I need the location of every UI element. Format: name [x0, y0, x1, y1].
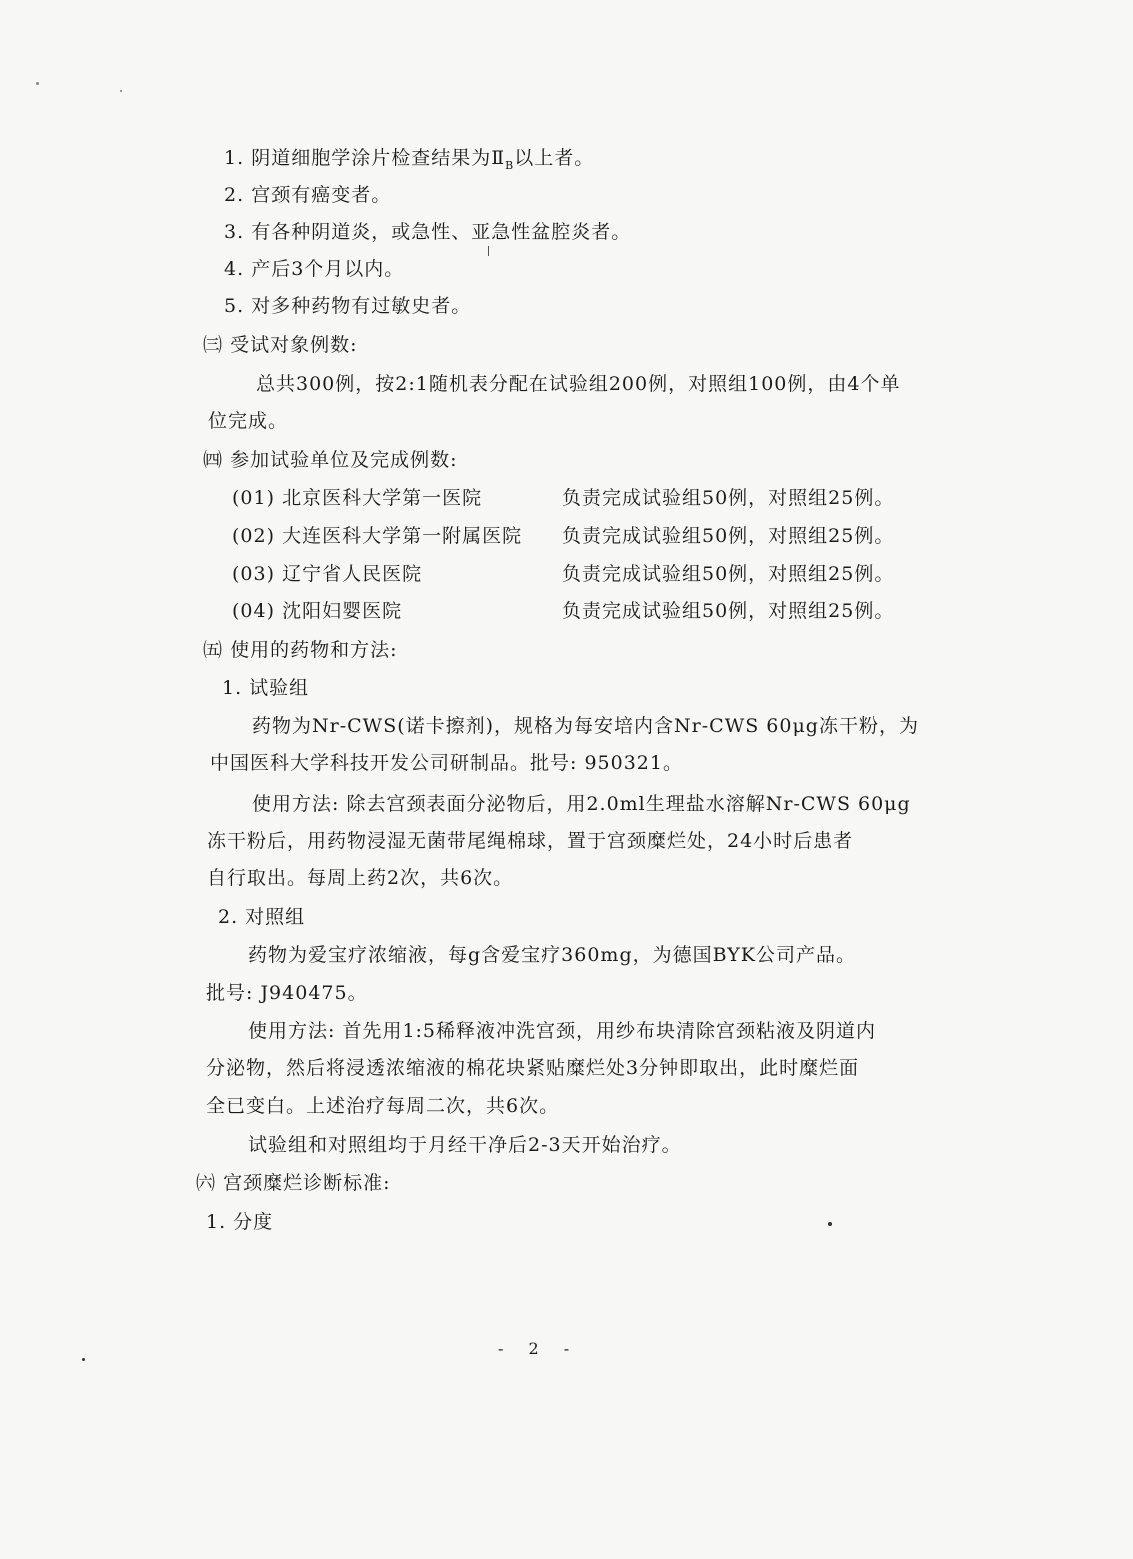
- group1-title: 1. 试验组: [222, 677, 310, 699]
- unit-row-02: (02) 大连医科大学第一附属医院: [232, 525, 523, 547]
- section-marker: ㈣: [203, 449, 224, 471]
- unit-row-03: (03) 辽宁省人民医院: [232, 563, 423, 585]
- section6-heading: ㈥ 宫颈糜烂诊断标准:: [196, 1172, 391, 1194]
- group2-usage-line2: 分泌物，然后将浸透浓缩液的棉花块紧贴糜烂处3分钟即取出，此时糜烂面: [206, 1057, 860, 1079]
- group1-drug-line2: 中国医科大学科技开发公司研制品。批号: 950321。: [210, 752, 683, 774]
- group2-drug-line1: 药物为爱宝疗浓缩液，每g含爱宝疗360mg，为德国BYK公司产品。: [248, 944, 856, 966]
- group2-title: 2. 对照组: [218, 906, 306, 928]
- group1-usage-line2: 冻干粉后，用药物浸湿无菌带尾绳棉球，置于宫颈糜烂处，24小时后患者: [207, 830, 854, 852]
- group1-usage-line3: 自行取出。每周上药2次，共6次。: [207, 867, 514, 889]
- unit-duty-03: 负责完成试验组50例，对照组25例。: [562, 563, 895, 585]
- section4-heading: ㈣ 参加试验单位及完成例数:: [203, 449, 458, 471]
- scan-speck: [36, 82, 39, 85]
- scan-speck: [120, 90, 122, 92]
- section5-heading: ㈤ 使用的药物和方法:: [203, 639, 398, 661]
- unit-duty-02: 负责完成试验组50例，对照组25例。: [562, 525, 895, 547]
- unit-duty-01: 负责完成试验组50例，对照组25例。: [562, 487, 895, 509]
- page-number: - 2 -: [498, 1339, 580, 1358]
- group2-drug-line2: 批号: J940475。: [206, 982, 368, 1004]
- group2-usage-line3: 全已变白。上述治疗每周二次，共6次。: [206, 1095, 560, 1117]
- exclusion-item-4: 4. 产后3个月以内。: [224, 258, 405, 280]
- scan-speck: [828, 1222, 832, 1226]
- unit-row-01: (01) 北京医科大学第一医院: [232, 487, 483, 509]
- scan-speck: [488, 246, 489, 256]
- section3-paragraph-line2: 位完成。: [208, 410, 289, 432]
- section6-item1: 1. 分度: [206, 1211, 274, 1233]
- section-marker: ㈢: [203, 334, 224, 356]
- scan-speck: [82, 1358, 85, 1361]
- section-marker: ㈤: [203, 639, 224, 661]
- section-marker: ㈥: [196, 1172, 217, 1194]
- group1-drug-line1: 药物为Nr-CWS(诺卡擦剂)，规格为每安培内含Nr-CWS 60μg冻干粉，为: [252, 715, 919, 737]
- common-note: 试验组和对照组均于月经干净后2-3天开始治疗。: [248, 1134, 682, 1156]
- group1-usage-line1: 使用方法: 除去宫颈表面分泌物后，用2.0ml生理盐水溶解Nr-CWS 60μg: [252, 793, 911, 815]
- unit-row-04: (04) 沈阳妇婴医院: [232, 600, 403, 622]
- exclusion-item-1: 1. 阴道细胞学涂片检查结果为$Ⅱ_B$以上者。: [224, 147, 595, 172]
- group2-usage-line1: 使用方法: 首先用1:5稀释液冲洗宫颈，用纱布块清除宫颈粘液及阴道内: [248, 1020, 877, 1042]
- exclusion-item-3: 3. 有各种阴道炎，或急性、亚急性盆腔炎者。: [224, 221, 632, 243]
- unit-duty-04: 负责完成试验组50例，对照组25例。: [562, 600, 895, 622]
- section3-paragraph-line1: 总共300例，按2:1随机表分配在试验组200例，对照组100例，由4个单: [256, 373, 901, 395]
- exclusion-item-5: 5. 对多种药物有过敏史者。: [224, 295, 472, 317]
- exclusion-item-2: 2. 宫颈有癌变者。: [224, 184, 392, 206]
- section3-heading: ㈢ 受试对象例数:: [203, 334, 358, 356]
